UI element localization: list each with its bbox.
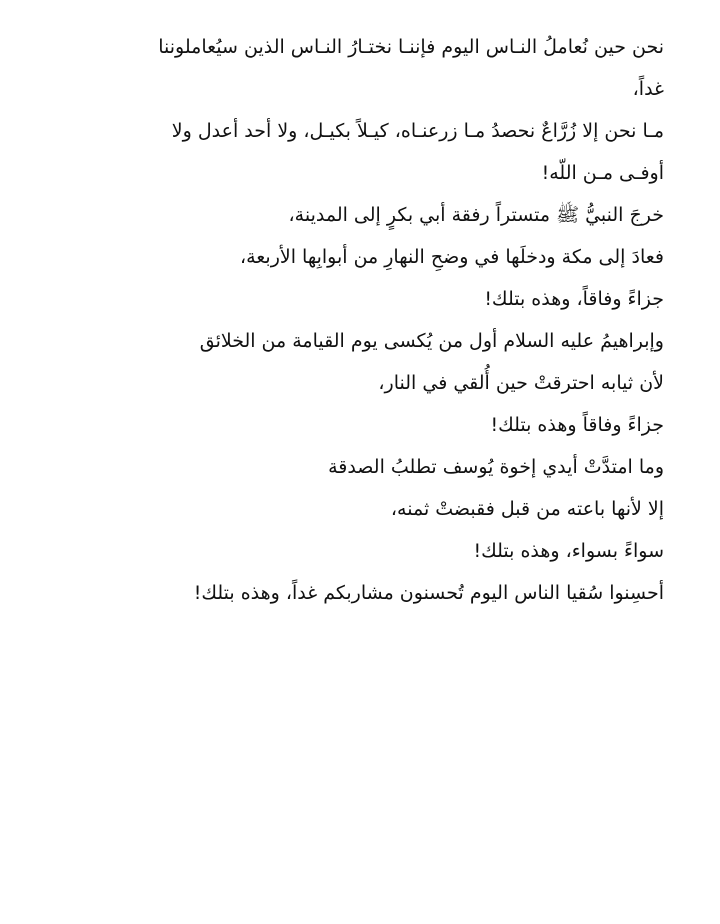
poem-line-5: خرجَ النبيُّ ﷺ متستراً رفقة أبي بكرٍ إلى المدينة، <box>288 204 664 226</box>
poem-line-8: وإبراهيمُ عليه السلام أول من يُكسى يوم القيامة من الخلائق <box>199 330 664 352</box>
poem-line-4: أوفـى مـن اللّه! <box>541 162 664 184</box>
poem-line-2: غداً، <box>632 78 664 100</box>
poem-line-14: أحسِنوا سُقيا الناس اليوم تُحسنون مشاربكم غداً، وهذه بتلك! <box>193 582 664 604</box>
poem-line-12: إلا لأنها باعته من قبل فقبضتْ ثمنه، <box>390 498 664 520</box>
poem-line-7: جزاءً وفاقاً، وهذه بتلك! <box>484 288 664 310</box>
poem-line-11: وما امتدَّتْ أيدي إخوة يُوسف تطلبُ الصدقة <box>328 456 664 478</box>
poem-text <box>44 26 664 614</box>
poem-line-9: لأن ثيابه احترقتْ حين أُلقي في النار، <box>378 372 664 394</box>
poem-line-6: فعادَ إلى مكة ودخلَها في وضحِ النهارِ من أبوابِها الأربعة، <box>239 246 664 268</box>
poem-line-1: نحن حين نُعاملُ النـاس اليوم فإننـا نختـارُ النـاس الذين سيُعاملوننا <box>158 36 664 58</box>
poem-line-10: جزاءً وفاقاً وهذه بتلك! <box>490 414 664 436</box>
poem-line-13: سواءً بسواء، وهذه بتلك! <box>473 540 664 562</box>
poem-line-3: مـا نحن إلا زُرَّاعٌ نحصدُ مـا زرعنـاه، كيـلاً بكيـل، ولا أحد أعدل ولا <box>171 120 664 142</box>
